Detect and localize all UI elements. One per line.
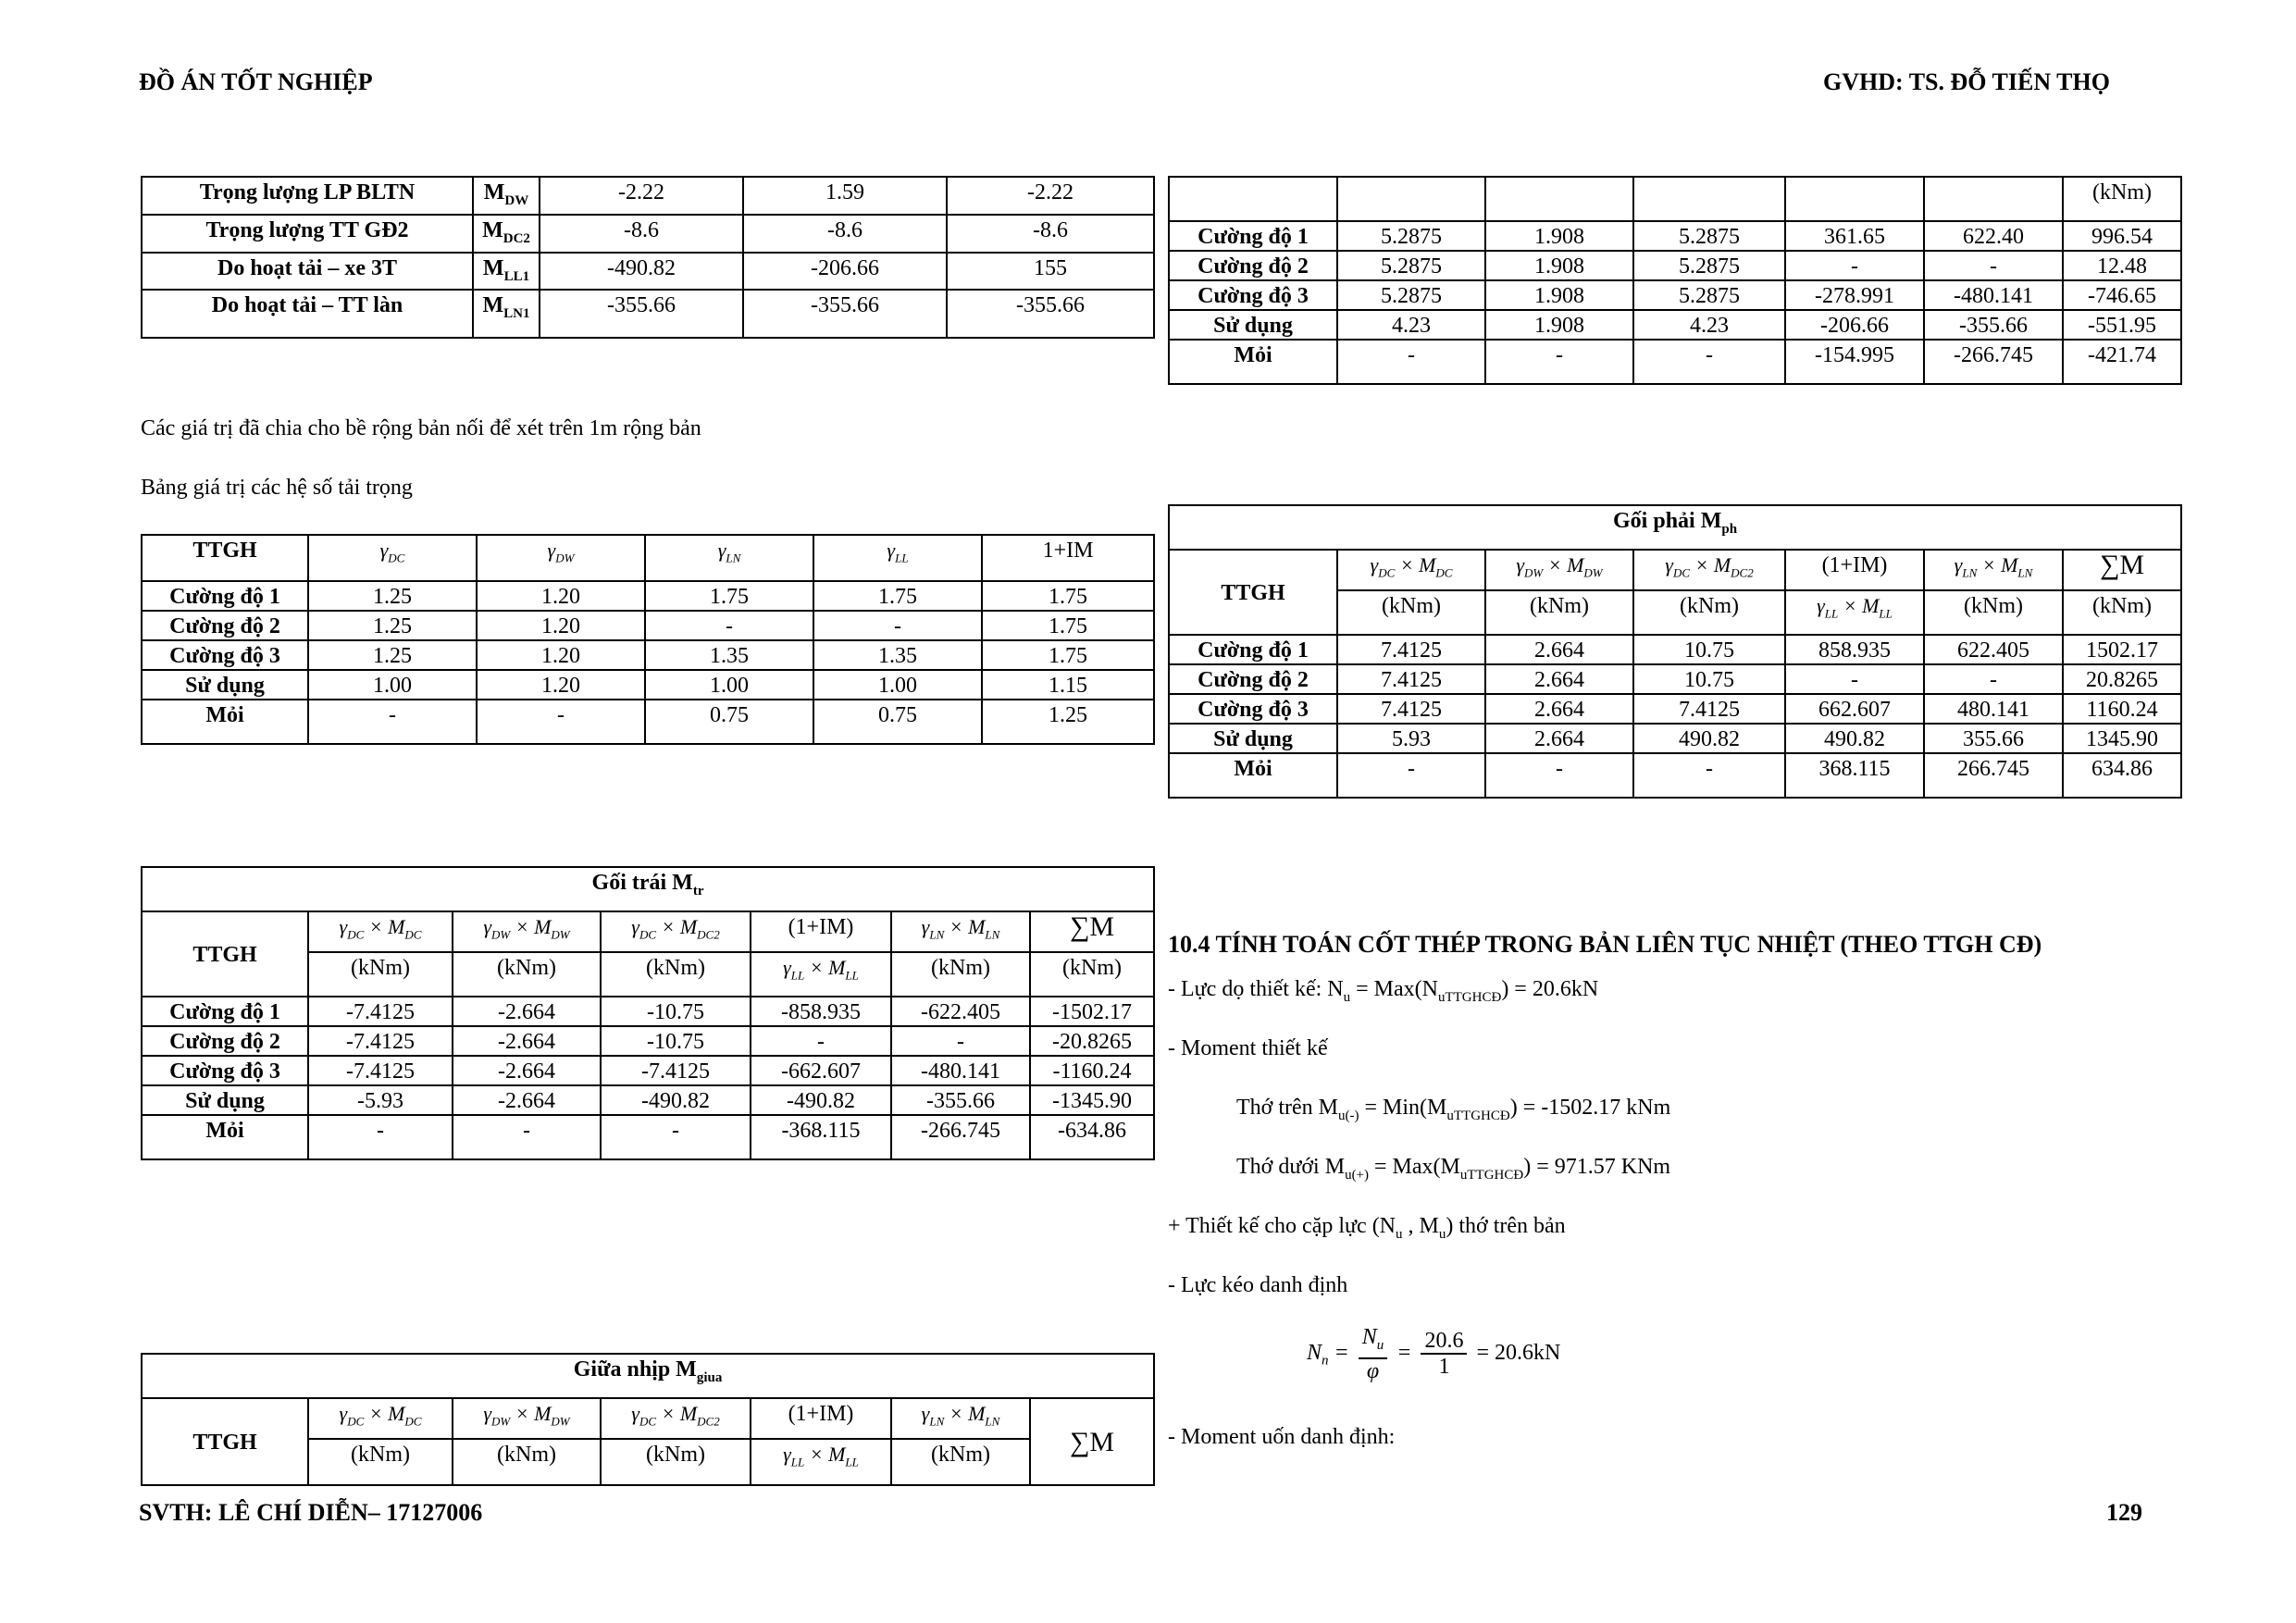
table-cell: (kNm) <box>1030 952 1154 997</box>
table-cell: $\gamma_{LL} \times M_{LL}$ <box>751 1439 891 1485</box>
table-cell: -8.6 <box>540 215 743 253</box>
table-cell <box>1337 177 1485 221</box>
table-cell: 634.86 <box>2063 753 2181 798</box>
table-cell: - <box>1633 753 1785 798</box>
table-cell: Sử dụng <box>1169 724 1337 753</box>
table-cell: 266.745 <box>1924 753 2063 798</box>
table-cell: TTGH <box>142 1398 308 1485</box>
table-cell: $\gamma_{LN} \times M_{LN}$ <box>891 911 1030 952</box>
table-cell: - <box>1337 753 1485 798</box>
table-row <box>142 611 1154 640</box>
table-cell: -1502.17 <box>1030 997 1154 1026</box>
top-fiber-line: Thớ trên $M_{u(-)} = Min(M_{uTTGHCĐ}) = -1502.17$ kNm <box>1236 1096 1671 1123</box>
table-cell: $\gamma_{LL} \times M_{LL}$ <box>1785 590 1924 635</box>
table-cell: 361.65 <box>1785 221 1924 251</box>
table-cell: 5.2875 <box>1633 251 1785 280</box>
table-cell: -8.6 <box>947 215 1154 253</box>
table-cell: $\gamma_{DW} \times M_{DW}$ <box>1485 550 1633 590</box>
table-cell: -355.66 <box>1924 310 2063 340</box>
table-header-row <box>142 535 1154 581</box>
table-cell: -551.95 <box>2063 310 2181 340</box>
table-cell: Cường độ 2 <box>142 611 308 640</box>
table-title: Gối trái $M_{tr}$ <box>142 867 1154 911</box>
table-row <box>1169 724 2181 753</box>
table-cell: 0.75 <box>645 700 813 744</box>
table-cell: 1.75 <box>982 581 1154 611</box>
table-cell: -355.66 <box>947 290 1154 338</box>
table-cell: 1.908 <box>1485 251 1633 280</box>
table-cell: $\gamma_{LN} \times M_{LN}$ <box>891 1398 1030 1439</box>
table-cell: -2.664 <box>453 997 601 1026</box>
table-cell: 4.23 <box>1337 310 1485 340</box>
table-cell: 1.20 <box>477 670 645 700</box>
table-cell: (1+IM) <box>1785 550 1924 590</box>
table-cell: 5.2875 <box>1633 280 1785 310</box>
table-cell: 355.66 <box>1924 724 2063 753</box>
table-cell: -1345.90 <box>1030 1085 1154 1115</box>
table-cell: 5.2875 <box>1337 280 1485 310</box>
table-cell: 1.25 <box>982 700 1154 744</box>
table-cell: 662.607 <box>1785 694 1924 724</box>
doc-footer-left: SVTH: LÊ CHÍ DIỄN– 17127006 <box>139 1499 483 1526</box>
table-cell: 996.54 <box>2063 221 2181 251</box>
table-cell: - <box>453 1115 601 1159</box>
table-cell: -490.82 <box>751 1085 891 1115</box>
table-cell: 490.82 <box>1633 724 1785 753</box>
table-cell: -355.66 <box>743 290 947 338</box>
table-cell: $\gamma_{LN} \times M_{LN}$ <box>1924 550 2063 590</box>
table-row <box>142 253 1154 291</box>
table-cell: -662.607 <box>751 1056 891 1085</box>
table-cell: 2.664 <box>1485 694 1633 724</box>
table-cell: Do hoạt tải – TT làn <box>142 290 473 338</box>
giua-nhip-table <box>141 1353 1155 1486</box>
table-cell: $M_{DC2}$ <box>473 215 540 253</box>
table-cell: 1.75 <box>813 581 982 611</box>
table-cell: (kNm) <box>453 952 601 997</box>
table-cell: $\gamma_{DC} \times M_{DC2}$ <box>601 911 751 952</box>
table-cell: - <box>1485 753 1633 798</box>
table-cell: (kNm) <box>453 1439 601 1485</box>
table-cell: $\gamma_{DW}$ <box>477 535 645 581</box>
table-cell: Cường độ 1 <box>142 581 308 611</box>
section-title: 10.4 TÍNH TOÁN CỐT THÉP TRONG BẢN LIÊN TỤC NHIỆT (THEO TTGH CĐ) <box>1168 931 2042 958</box>
table-cell: - <box>601 1115 751 1159</box>
table-row <box>1169 221 2181 251</box>
table-cell: ∑M <box>2063 550 2181 590</box>
table-cell: Cường độ 3 <box>1169 280 1337 310</box>
table-cell: 622.40 <box>1924 221 2063 251</box>
table-cell: -278.991 <box>1785 280 1924 310</box>
table-cell: 1.25 <box>308 640 477 670</box>
table-cell: -490.82 <box>601 1085 751 1115</box>
table-cell: 490.82 <box>1785 724 1924 753</box>
page-number: 129 <box>2106 1499 2142 1526</box>
table-cell: Sử dụng <box>1169 310 1337 340</box>
table-cell: Cường độ 2 <box>1169 664 1337 694</box>
table-cell: 2.664 <box>1485 664 1633 694</box>
table-cell: - <box>1924 664 2063 694</box>
table-cell: 1.59 <box>743 177 947 215</box>
table-cell: (kNm) <box>2063 590 2181 635</box>
table-cell: - <box>891 1026 1030 1056</box>
table-row <box>142 1026 1154 1056</box>
table-cell: Cường độ 3 <box>142 640 308 670</box>
table-cell: 1.00 <box>308 670 477 700</box>
table-cell: $\gamma_{DC} \times M_{DC2}$ <box>1633 550 1785 590</box>
table-cell: -154.995 <box>1785 340 1924 384</box>
table-cell: $\gamma_{DC} \times M_{DC}$ <box>308 1398 453 1439</box>
table-cell: $\gamma_{DW} \times M_{DW}$ <box>453 911 601 952</box>
table-cell: -368.115 <box>751 1115 891 1159</box>
table-cell: TTGH <box>142 535 308 581</box>
table-cell: 1502.17 <box>2063 635 2181 664</box>
table-cell: 7.4125 <box>1337 694 1485 724</box>
table-cell: 10.75 <box>1633 635 1785 664</box>
note-text: Các giá trị đã chia cho bề rộng bản nối để xét trên 1m rộng bản <box>141 416 701 440</box>
doc-header-left: ĐỒ ÁN TỐT NGHIỆP <box>139 68 373 95</box>
table-cell: 1.25 <box>308 581 477 611</box>
bottom-fiber-line: Thớ dưới $M_{u(+)} = Max(M_{uTTGHCĐ}) = 971.57$ KNm <box>1236 1155 1671 1183</box>
table-cell: - <box>1485 340 1633 384</box>
design-force-line: - Lực dọ thiết kế: $N_u = Max(N_{uTTGHCĐ}) = 20.6kN$ <box>1168 977 1599 1005</box>
table-cell: Cường độ 1 <box>142 997 308 1026</box>
table-cell: (kNm) <box>308 1439 453 1485</box>
table-row <box>1169 505 2181 550</box>
table-cell: Mỏi <box>1169 753 1337 798</box>
table-row <box>142 670 1154 700</box>
table-cell: 1.75 <box>645 581 813 611</box>
table-cell: 1+IM <box>982 535 1154 581</box>
table-cell: 1.25 <box>308 611 477 640</box>
table-cell: - <box>477 700 645 744</box>
table-cell: 1.35 <box>813 640 982 670</box>
table-cell: TTGH <box>142 911 308 997</box>
table-row <box>142 997 1154 1026</box>
table-cell: -7.4125 <box>308 1056 453 1085</box>
table-cell: (kNm) <box>2063 177 2181 221</box>
table-cell: -490.82 <box>540 253 743 291</box>
table-cell: -5.93 <box>308 1085 453 1115</box>
table-cell: -355.66 <box>540 290 743 338</box>
table-title: Giữa nhịp $M_{giua}$ <box>142 1354 1154 1398</box>
table-cell: $M_{LN1}$ <box>473 290 540 338</box>
table-cell: 0.75 <box>813 700 982 744</box>
nominal-tension-label: - Lực kéo danh định <box>1168 1273 1348 1297</box>
table-cell: 2.664 <box>1485 635 1633 664</box>
table-cell: 1345.90 <box>2063 724 2181 753</box>
table-cell: 480.141 <box>1924 694 2063 724</box>
table-cell: 1.908 <box>1485 310 1633 340</box>
table-row <box>142 1354 1154 1398</box>
table-cell: 1.908 <box>1485 280 1633 310</box>
table-row <box>1169 251 2181 280</box>
force-pair-line: + Thiết kế cho cặp lực ($N_u$ , $M_u$) thớ trên bản <box>1168 1214 1566 1242</box>
table-cell: 1.75 <box>982 611 1154 640</box>
table-cell: Cường độ 1 <box>1169 635 1337 664</box>
giua-nhip-cont-table <box>1168 176 2182 385</box>
table-cell: 5.2875 <box>1337 221 1485 251</box>
table-row <box>1169 664 2181 694</box>
table-cell: Sử dụng <box>142 1085 308 1115</box>
table-cell: -355.66 <box>891 1085 1030 1115</box>
table-cell: 1.908 <box>1485 221 1633 251</box>
table-cell: -7.4125 <box>308 1026 453 1056</box>
table-cell: -480.141 <box>1924 280 2063 310</box>
table-row <box>1169 340 2181 384</box>
table-cell: Cường độ 2 <box>142 1026 308 1056</box>
table-cell: ∑M <box>1030 1398 1154 1485</box>
table-cell: 622.405 <box>1924 635 2063 664</box>
table-cell: (kNm) <box>1633 590 1785 635</box>
table-cell: -206.66 <box>1785 310 1924 340</box>
table-row <box>1169 310 2181 340</box>
table-cell: 155 <box>947 253 1154 291</box>
table-cell: (kNm) <box>308 952 453 997</box>
table-cell: -266.745 <box>1924 340 2063 384</box>
table-cell: 1.20 <box>477 581 645 611</box>
table-row <box>142 290 1154 338</box>
table-row <box>1169 694 2181 724</box>
table-cell: Sử dụng <box>142 670 308 700</box>
goi-phai-table <box>1168 504 2182 799</box>
table-cell: 1.75 <box>982 640 1154 670</box>
factor-table <box>141 534 1155 745</box>
table-cell: -634.86 <box>1030 1115 1154 1159</box>
table-cell: -746.65 <box>2063 280 2181 310</box>
table-cell: - <box>645 611 813 640</box>
table-row <box>142 1398 1154 1439</box>
table-cell: 1.20 <box>477 640 645 670</box>
table-cell: -7.4125 <box>308 997 453 1026</box>
table-row <box>142 867 1154 911</box>
nominal-moment-label: - Moment uốn danh định: <box>1168 1425 1396 1449</box>
table-cell: $\gamma_{LL} \times M_{LL}$ <box>751 952 891 997</box>
table-cell: (1+IM) <box>751 1398 891 1439</box>
table-row <box>142 177 1154 215</box>
table-cell: -266.745 <box>891 1115 1030 1159</box>
doc-header-right: GVHD: TS. ĐỖ TIẾN THỌ <box>1823 68 2110 95</box>
moment-table <box>141 176 1155 339</box>
table-cell <box>1485 177 1633 221</box>
table-row <box>1169 753 2181 798</box>
table-cell: -858.935 <box>751 997 891 1026</box>
table-cell: - <box>813 611 982 640</box>
table-cell: 1.15 <box>982 670 1154 700</box>
table-cell: -2.664 <box>453 1026 601 1056</box>
table-cell: -1160.24 <box>1030 1056 1154 1085</box>
table-cell <box>1169 177 1337 221</box>
table-cell: -10.75 <box>601 997 751 1026</box>
table-row <box>1169 550 2181 590</box>
table-cell: Cường độ 1 <box>1169 221 1337 251</box>
table-cell: $\gamma_{LL}$ <box>813 535 982 581</box>
table-row <box>142 700 1154 744</box>
table-cell: (kNm) <box>601 952 751 997</box>
table-cell: $\gamma_{DW} \times M_{DW}$ <box>453 1398 601 1439</box>
note-text: Bảng giá trị các hệ số tải trọng <box>141 476 413 500</box>
table-cell: 10.75 <box>1633 664 1785 694</box>
table-cell: Do hoạt tải – xe 3T <box>142 253 473 291</box>
table-cell: 1.35 <box>645 640 813 670</box>
table-cell: 7.4125 <box>1633 694 1785 724</box>
table-cell: -2.22 <box>540 177 743 215</box>
table-cell: Cường độ 2 <box>1169 251 1337 280</box>
design-moment-label: - Moment thiết kế <box>1168 1036 1328 1060</box>
table-cell: 1.00 <box>645 670 813 700</box>
table-cell: 858.935 <box>1785 635 1924 664</box>
table-cell: $M_{LL1}$ <box>473 253 540 291</box>
table-cell: (kNm) <box>891 1439 1030 1485</box>
table-cell: 7.4125 <box>1337 635 1485 664</box>
table-cell: -2.664 <box>453 1085 601 1115</box>
table-cell: $\gamma_{DC} \times M_{DC}$ <box>1337 550 1485 590</box>
table-cell: Mỏi <box>142 700 308 744</box>
table-cell <box>1924 177 2063 221</box>
table-cell: $\gamma_{DC}$ <box>308 535 477 581</box>
table-cell: -7.4125 <box>601 1056 751 1085</box>
table-cell: Cường độ 3 <box>142 1056 308 1085</box>
table-cell: - <box>308 700 477 744</box>
table-cell: -2.664 <box>453 1056 601 1085</box>
table-cell: 5.2875 <box>1337 251 1485 280</box>
row-name: Trọng lượng LP BLTN <box>142 177 473 215</box>
table-cell <box>1785 177 1924 221</box>
table-cell: 1160.24 <box>2063 694 2181 724</box>
table-cell: 7.4125 <box>1337 664 1485 694</box>
table-title: Gối phải $M_{ph}$ <box>1169 505 2181 550</box>
table-cell: (kNm) <box>1924 590 2063 635</box>
table-row <box>142 581 1154 611</box>
table-row <box>1169 635 2181 664</box>
table-cell: -10.75 <box>601 1026 751 1056</box>
table-cell: TTGH <box>1169 550 1337 635</box>
table-cell: -20.8265 <box>1030 1026 1154 1056</box>
table-cell: - <box>751 1026 891 1056</box>
table-cell: -421.74 <box>2063 340 2181 384</box>
table-cell: 1.20 <box>477 611 645 640</box>
table-row <box>1169 177 2181 221</box>
table-cell: (1+IM) <box>751 911 891 952</box>
table-row <box>142 215 1154 253</box>
table-cell <box>1633 177 1785 221</box>
table-cell: - <box>1924 251 2063 280</box>
table-cell: - <box>308 1115 453 1159</box>
table-cell: (kNm) <box>1337 590 1485 635</box>
table-cell: 2.664 <box>1485 724 1633 753</box>
table-cell: 5.2875 <box>1633 221 1785 251</box>
table-cell: 5.93 <box>1337 724 1485 753</box>
table-row <box>142 640 1154 670</box>
goi-trai-table <box>141 866 1155 1160</box>
table-cell: 20.8265 <box>2063 664 2181 694</box>
table-cell: - <box>1337 340 1485 384</box>
table-cell: (kNm) <box>891 952 1030 997</box>
table-cell: $\gamma_{DC} \times M_{DC2}$ <box>601 1398 751 1439</box>
table-cell: -206.66 <box>743 253 947 291</box>
table-cell: (kNm) <box>601 1439 751 1485</box>
table-cell: $M_{DW}$ <box>473 177 540 215</box>
table-cell: Mỏi <box>142 1115 308 1159</box>
table-cell: - <box>1785 664 1924 694</box>
table-cell: - <box>1633 340 1785 384</box>
table-cell: $\gamma_{DC} \times M_{DC}$ <box>308 911 453 952</box>
table-cell: Trọng lượng TT GĐ2 <box>142 215 473 253</box>
table-cell: Cường độ 3 <box>1169 694 1337 724</box>
table-cell: -8.6 <box>743 215 947 253</box>
table-row <box>142 911 1154 952</box>
table-cell: 12.48 <box>2063 251 2181 280</box>
table-cell: ∑M <box>1030 911 1154 952</box>
table-row <box>1169 280 2181 310</box>
table-cell: 1.00 <box>813 670 982 700</box>
table-cell: 4.23 <box>1633 310 1785 340</box>
table-cell: -2.22 <box>947 177 1154 215</box>
table-row <box>142 1056 1154 1085</box>
table-cell: $\gamma_{LN}$ <box>645 535 813 581</box>
table-cell: (kNm) <box>1485 590 1633 635</box>
table-cell: 368.115 <box>1785 753 1924 798</box>
table-cell: Mỏi <box>1169 340 1337 384</box>
table-cell: - <box>1785 251 1924 280</box>
table-cell: -480.141 <box>891 1056 1030 1085</box>
table-row <box>142 1085 1154 1115</box>
table-row <box>142 1115 1154 1159</box>
nominal-tension-equation: $N_n$ = $\frac{N_u}{\varphi}$ = $\frac{20.6}{1}$ = 20.6kN <box>1307 1325 1561 1383</box>
table-cell: -622.405 <box>891 997 1030 1026</box>
